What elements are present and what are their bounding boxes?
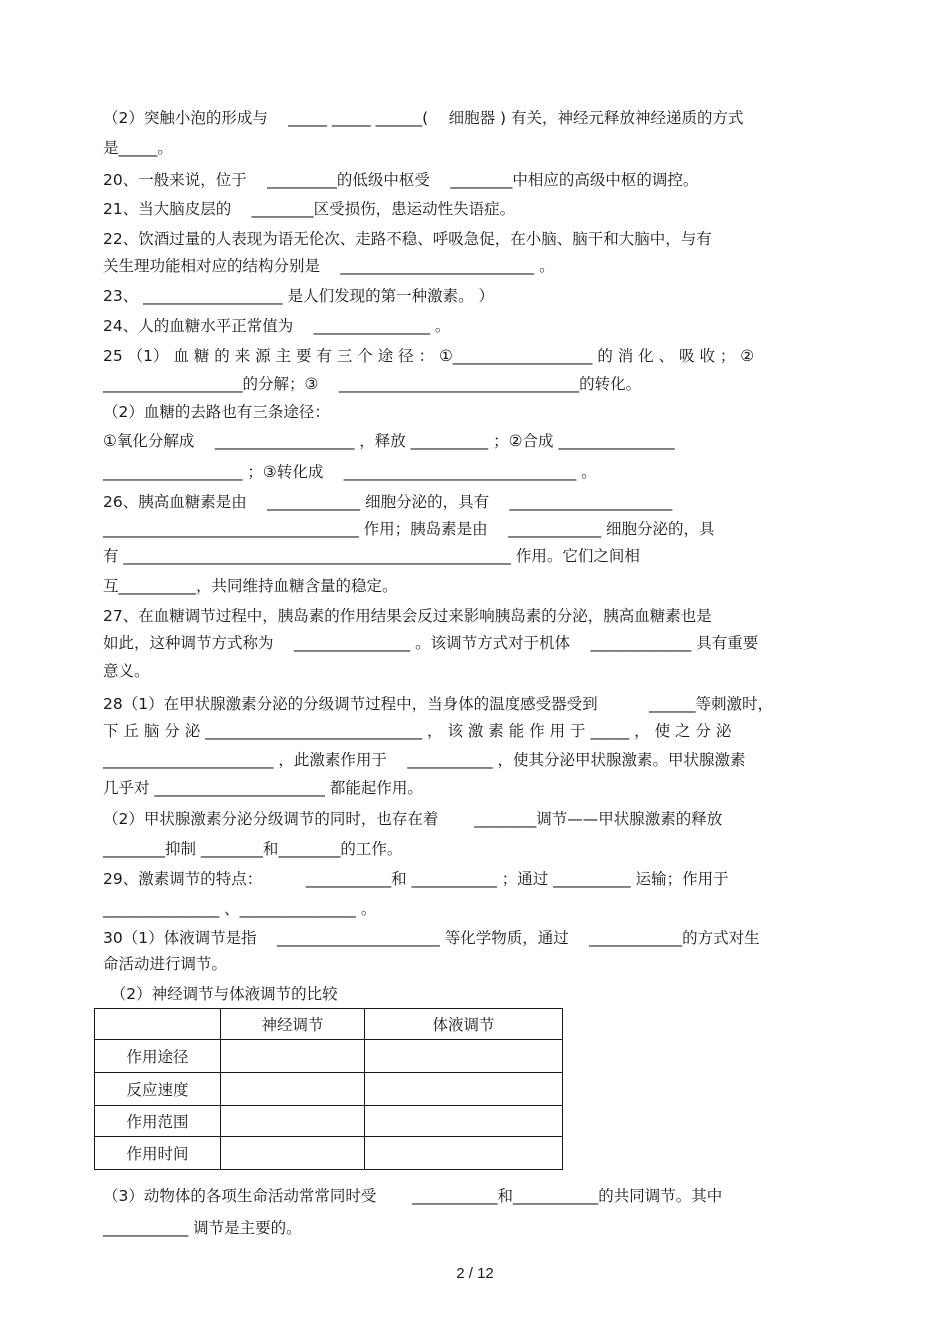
table-cell: 作用途径 [95,1040,221,1073]
table-cell [221,1040,365,1073]
table-cell [221,1106,365,1137]
table-row [95,1137,563,1170]
text-line: 28（1）在甲状腺激素分泌的分级调节过程中，当身体的温度感受器受到 ______等刺激时， [103,695,774,713]
text-line: 25 （1） 血 糖 的 来 源 主 要 有 三 个 途 径 ： ①__________________ 的 消 化 、 吸 收 ； ② [103,347,755,365]
table-cell [221,1137,365,1170]
table-header-cell: 体液调节 [365,1009,563,1040]
text-line: 24、人的血糖水平正常值为 _______________ 。 [103,317,451,335]
text-line: _______________ 、_______________ 。 [103,900,377,918]
text-line: 关生理功能相对应的结构分别是 _________________________ 。 [103,257,555,275]
table-header-cell [95,1009,221,1040]
text-line: （2）神经调节与体液调节的比较 [103,985,338,1003]
text-line: 如此，这种调节方式称为 _______________ 。该调节方式对于机体 _____________ 具有重要 [103,634,759,652]
text-line: （3）动物体的各项生命活动常常同时受 ___________和___________的共同调节。其中 [103,1187,723,1205]
text-line: 有 __________________________________________________ 作用。它们之间相 [103,547,640,565]
table-row [95,1106,563,1137]
text-line: 26、胰高血糖素是由 ____________ 细胞分泌的，具有 _____________________ [103,493,673,511]
text-line: 21、当大脑皮层的 ________区受损伤，患运动性失语症。 [103,200,516,218]
table-cell: 反应速度 [95,1073,221,1106]
text-line: 下 丘 脑 分 泌 ____________________________ ， 该 激 素 能 作 用 于 _____ ， 使 之 分 泌 [103,722,732,740]
table-header-cell: 神经调节 [221,1009,365,1040]
text-line: （2）血糖的去路也有三条途径： [103,403,330,421]
text-line: __________________的分解；③ _______________________________的转化。 [103,375,642,393]
text-line: _________________________________ 作用；胰岛素是由 ____________ 细胞分泌的，具 [103,520,715,538]
text-line: 是_____。 [103,139,173,157]
text-line: 命活动进行调节。 [103,955,228,973]
table-header-row [95,1009,563,1040]
text-line: （2）突触小泡的形成与 _____ _____ ______( 细胞器 ) 有关，神经元释放神经递质的方式 [103,109,744,127]
table-cell [221,1073,365,1106]
table-row [95,1073,563,1106]
table-cell [365,1040,563,1073]
table-cell [365,1073,563,1106]
text-line: ①氧化分解成 __________________ ，释放 __________ ；②合成 _______________ [103,432,675,450]
text-line: 互__________，共同维持血糖含量的稳定。 [103,577,398,595]
text-line: __________________ ；③转化成 ______________________________ 。 [103,463,597,481]
table-cell [365,1137,563,1170]
table-row [95,1040,563,1073]
text-line: 23、 __________________ 是人们发现的第一种激素。 ） [103,287,495,305]
text-line: ___________ 调节是主要的。 [103,1219,302,1237]
comparison-table [94,1008,563,1170]
text-line: 20、一般来说，位于 _________的低级中枢受 ________中相应的高级中枢的调控。 [103,171,699,189]
table-cell: 作用范围 [95,1106,221,1137]
text-line: 几乎对 ______________________ 都能起作用。 [103,779,423,797]
table-cell: 作用时间 [95,1137,221,1170]
table-cell [365,1106,563,1137]
text-line: 30（1）体液调节是指 _____________________ 等化学物质，通过 ____________的方式对生 [103,929,760,947]
text-line: ______________________ ，此激素作用于 ___________ ，使其分泌甲状腺激素。甲状腺激素 [103,751,746,769]
text-line: ________抑制 ________和________的工作。 [103,840,403,858]
text-line: 意义。 [103,662,150,680]
text-line: （2）甲状腺激素分泌分级调节的同时，也存在着 ________调节——甲状腺激素的释放 [103,810,723,828]
page-number: 2 / 12 [456,1265,494,1282]
text-line: 27、在血糖调节过程中，胰岛素的作用结果会反过来影响胰岛素的分泌，胰高血糖素也是 [103,607,712,625]
text-line: 22、饮酒过量的人表现为语无伦次、走路不稳、呼吸急促，在小脑、脑干和大脑中，与有 [103,230,712,248]
text-line: 29、激素调节的特点： ___________和 ___________ ；通过 __________ 运输；作用于 [103,870,729,888]
